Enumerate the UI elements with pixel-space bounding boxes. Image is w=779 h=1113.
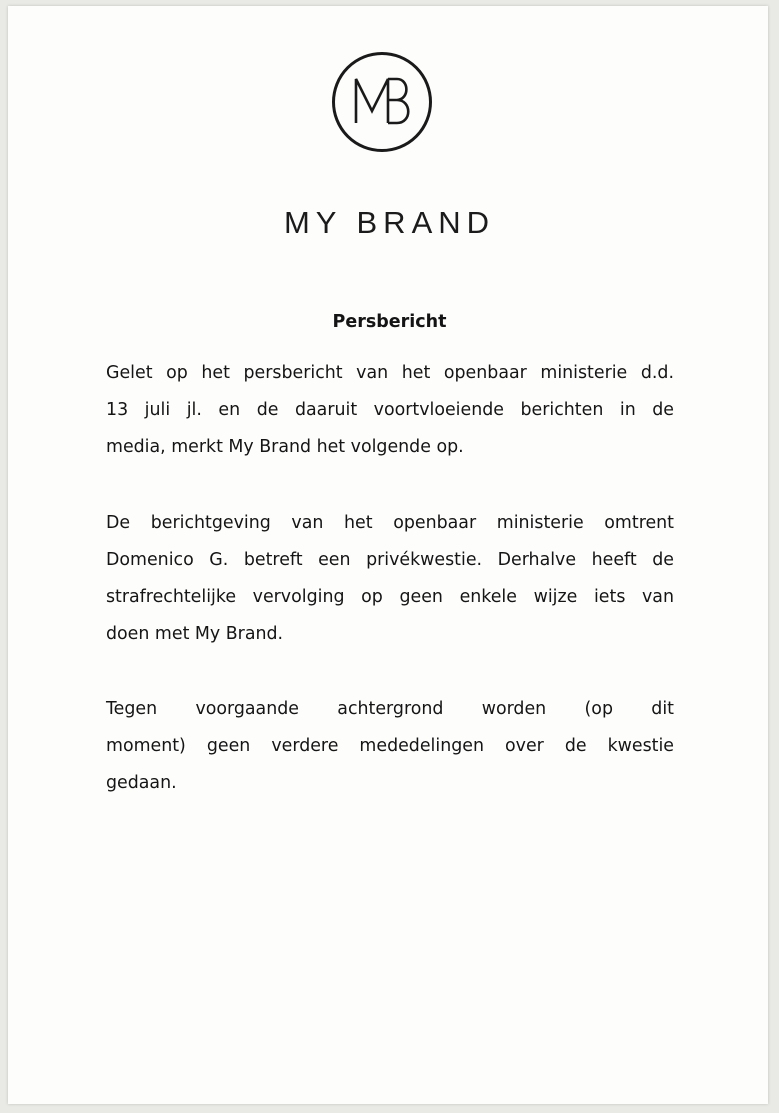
paragraph-2 (106, 505, 674, 653)
paragraph-line: Gelet op het persbericht van het openbaar ministerie d.d. (106, 363, 674, 383)
paragraph-3 (106, 691, 674, 802)
paragraph-line: gedaan. (106, 773, 177, 793)
brand-name: MY BRAND (283, 205, 496, 240)
paragraph-line: Domenico G. betreft een privékwestie. Derhalve heeft de (106, 550, 674, 570)
mb-logo-icon (331, 51, 433, 153)
paragraph-1 (106, 355, 674, 466)
paragraph-line: media, merkt My Brand het volgende op. (106, 437, 464, 457)
paragraph-line: strafrechtelijke vervolging op geen enkele wijze iets van (106, 587, 674, 607)
paragraph-line: Tegen voorgaande achtergrond worden (op dit (106, 699, 674, 719)
paragraph-line: moment) geen verdere mededelingen over de kwestie (106, 736, 674, 756)
paragraph-line: 13 juli jl. en de daaruit voortvloeiende berichten in de (106, 400, 674, 420)
paragraph-line: doen met My Brand. (106, 624, 284, 644)
document-title: Persbericht (332, 312, 447, 332)
paragraph-line: De berichtgeving van het openbaar ministerie omtrent (106, 513, 674, 533)
